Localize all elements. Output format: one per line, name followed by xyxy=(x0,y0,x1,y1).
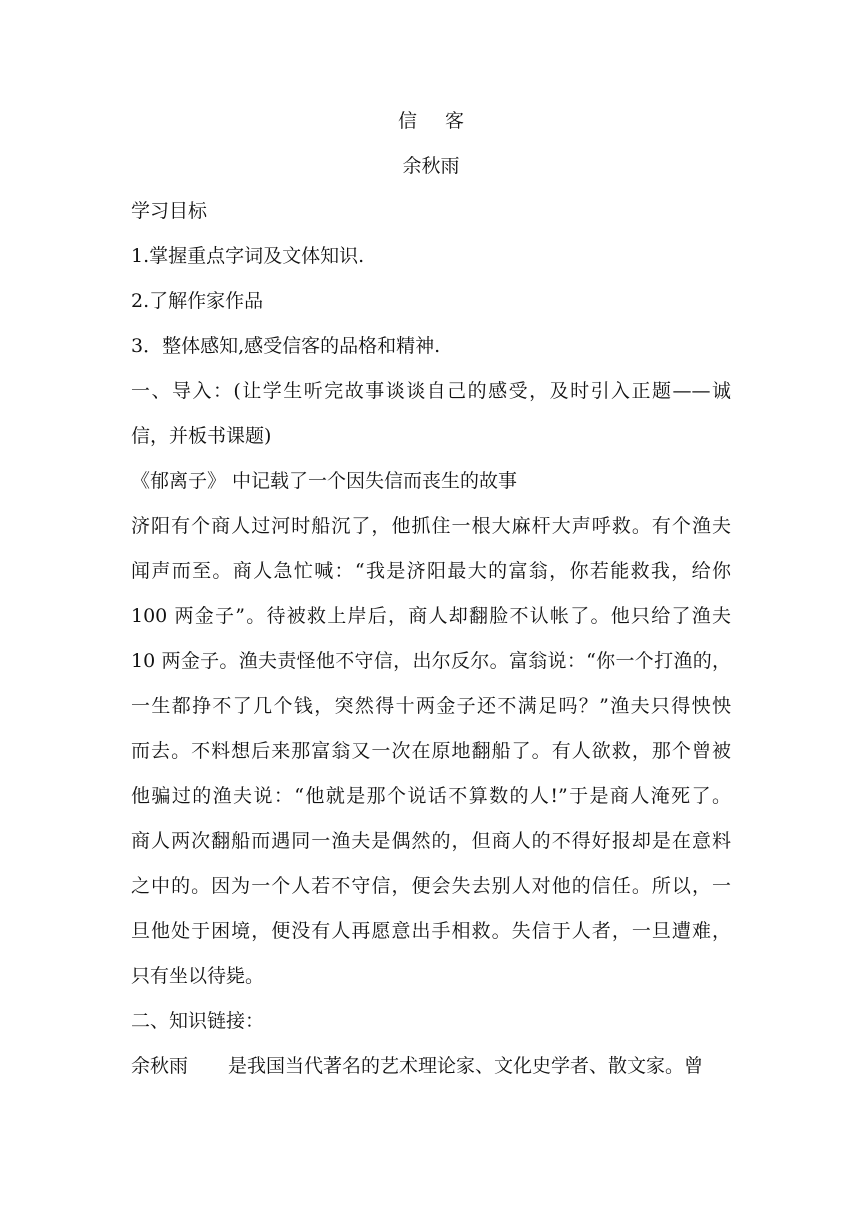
objective-item: 2.了解作家作品 xyxy=(131,290,264,312)
story-line: 之中的。因为一个人若不守信，便会失去别人对他的信任。所以，一 xyxy=(131,875,731,897)
knowledge-line xyxy=(131,1053,731,1080)
document-title: 信客 xyxy=(397,110,492,132)
objective-item: 1.掌握重点字词及文体知识. xyxy=(131,245,365,267)
story-line: 而去。不料想后来那富翁又一次在原地翻船了。有人欲救，那个曾被 xyxy=(131,740,731,762)
story-source-line: 《郁离子》 中记载了一个因失信而丧生的故事 xyxy=(131,470,518,492)
story-line: 一生都挣不了几个钱，突然得十两金子还不满足吗？”渔夫只得怏怏 xyxy=(131,695,731,717)
objective-item: 3．整体感知,感受信客的品格和精神. xyxy=(131,335,441,357)
story-line: 只有坐以待毙。 xyxy=(131,965,265,987)
story-line: 他骗过的渔夫说：“他就是那个说话不算数的人!”于是商人淹死了。 xyxy=(131,785,731,807)
intro-line: 信，并板书课题) xyxy=(131,425,272,447)
story-line: 济阳有个商人过河时船沉了，他抓住一根大麻杆大声呼救。有个渔夫 xyxy=(131,515,731,537)
document-page xyxy=(131,108,731,1098)
knowledge-heading: 二、知识链接： xyxy=(131,1010,265,1032)
story-line: 10 两金子。渔夫责怪他不守信，出尔反尔。富翁说：“你一个打渔的， xyxy=(131,650,731,672)
story-line: 旦他处于困境，便没有人再愿意出手相救。失信于人者，一旦遭难， xyxy=(131,920,731,942)
story-line: 100 两金子”。待被救上岸后，商人却翻脸不认帐了。他只给了渔夫 xyxy=(131,605,731,627)
story-line: 闻声而至。商人急忙喊：“我是济阳最大的富翁，你若能救我，给你 xyxy=(131,560,731,582)
knowledge-text: 是我国当代著名的艺术理论家、文化史学者、散文家。曾 xyxy=(228,1055,704,1077)
objectives-heading: 学习目标 xyxy=(131,200,208,222)
story-line: 商人两次翻船而遇同一渔夫是偶然的，但商人的不得好报却是在意料 xyxy=(131,830,731,852)
intro-line: 一、导入：(让学生听完故事谈谈自己的感受，及时引入正题——诚 xyxy=(131,380,731,402)
document-author: 余秋雨 xyxy=(402,155,460,177)
knowledge-author-name: 余秋雨 xyxy=(131,1055,189,1077)
